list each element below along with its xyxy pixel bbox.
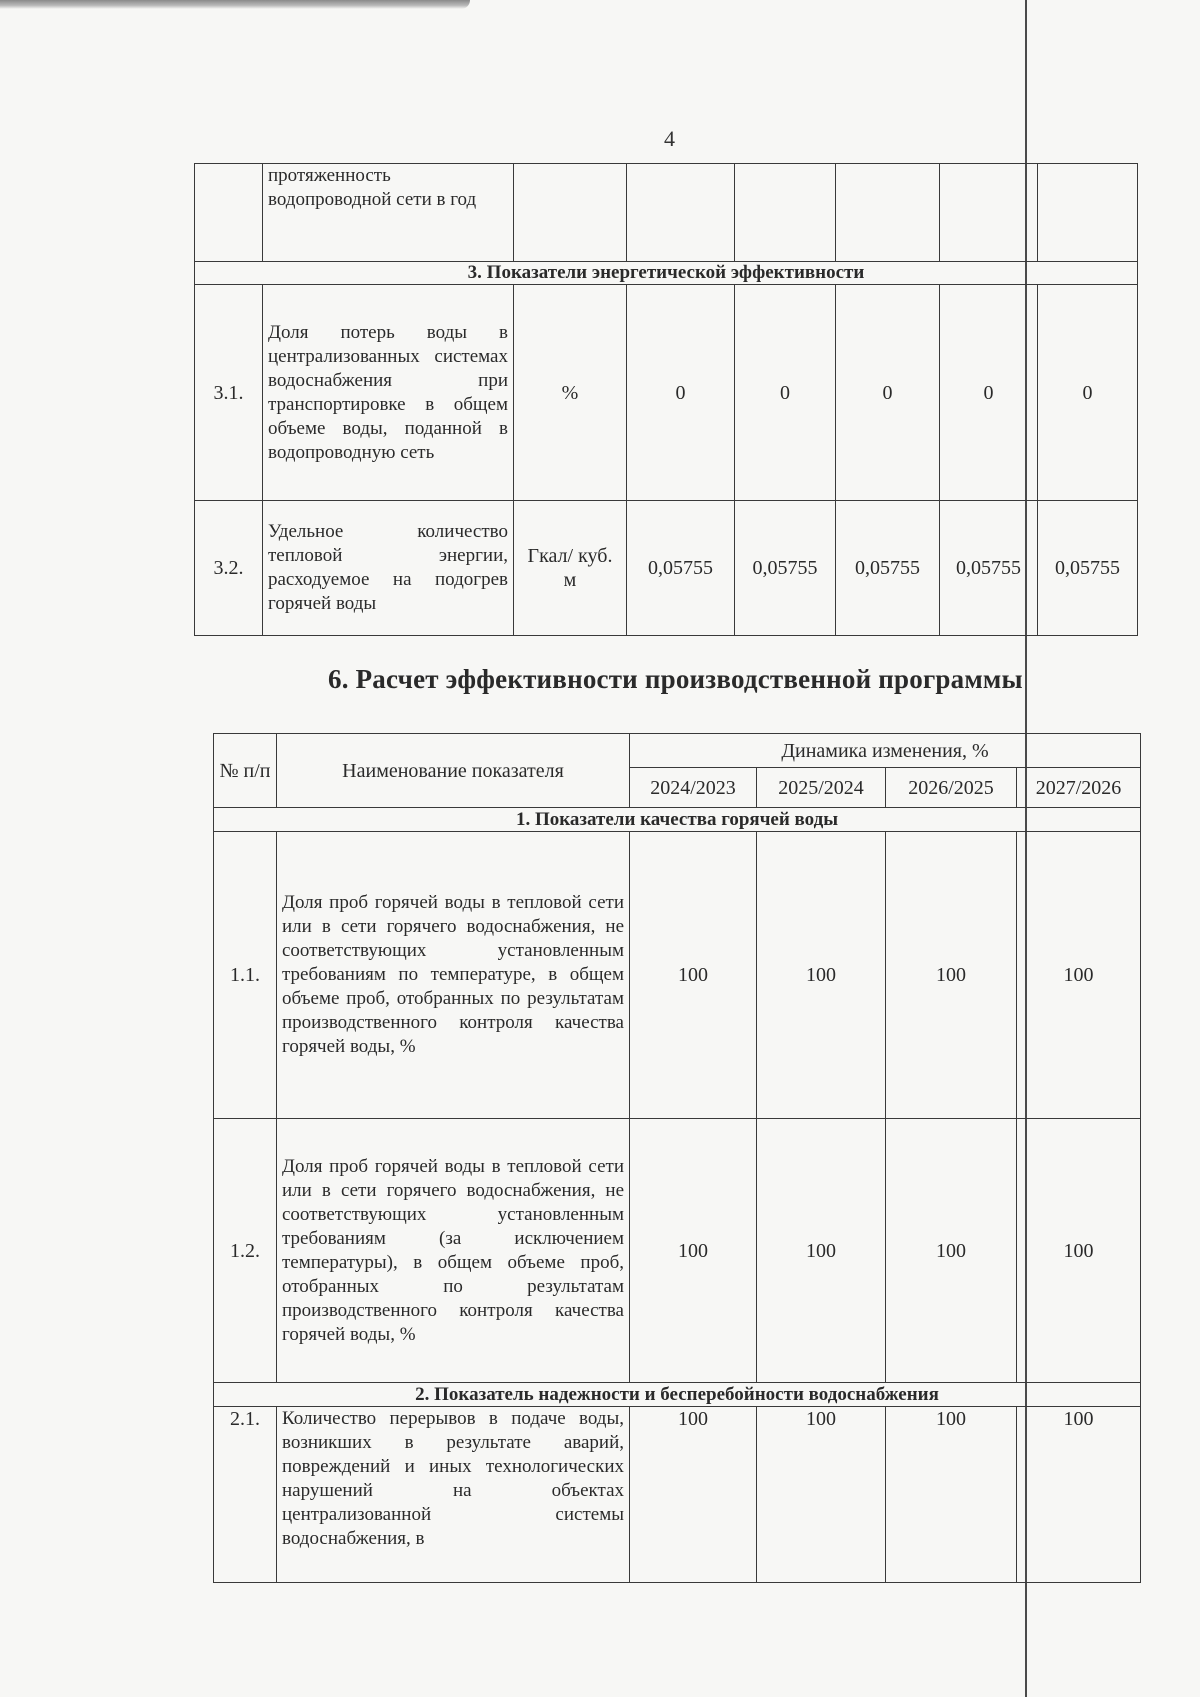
row-number: 3.1. bbox=[195, 285, 263, 501]
row-value: 100 bbox=[886, 1407, 1017, 1583]
table-row bbox=[214, 1119, 1141, 1383]
row-number: 1.2. bbox=[214, 1119, 277, 1383]
table-row bbox=[195, 501, 1138, 636]
row-value: 0 bbox=[735, 285, 836, 501]
header-period: 2027/2026 bbox=[1017, 768, 1141, 808]
header-dynamics: Динамика изменения, % bbox=[630, 734, 1141, 768]
scan-artifact bbox=[0, 0, 470, 9]
row-value: 100 bbox=[1017, 1407, 1141, 1583]
row-value: 0 bbox=[1038, 285, 1138, 501]
row-value: 0,05755 bbox=[836, 501, 940, 636]
table-row bbox=[195, 164, 1138, 262]
section-heading: 6. Расчет эффективности производственной программы bbox=[328, 664, 1023, 694]
section-title: 1. Показатели качества горячей воды bbox=[214, 808, 1141, 832]
row-name: Доля проб горячей воды в тепловой сети или в сети горячего водоснабжения, не соответствующих установленным требованиям (за исключением температуры), в общем объеме проб, отобранных по результатам производственного контроля качества горячей воды, % bbox=[277, 1119, 630, 1383]
row-number: 2.1. bbox=[214, 1407, 277, 1583]
row-value: 0,05755 bbox=[735, 501, 836, 636]
row-name: Доля проб горячей воды в тепловой сети или в сети горячего водоснабжения, не соответствующих установленным требованиям по температуре, в общем объеме проб, отобранных по результатам производственного контроля качества горячей воды, % bbox=[277, 832, 630, 1119]
row-value: 0,05755 bbox=[627, 501, 735, 636]
row-value: 0,05755 bbox=[1038, 501, 1138, 636]
indicators-table bbox=[194, 163, 1138, 636]
row-name: Удельное количество тепловой энергии, расходуемое на подогрев горячей воды bbox=[263, 501, 514, 636]
row-name: Доля потерь воды в централизованных системах водоснабжения при транспортировке в общем объеме воды, поданной в водопроводную сеть bbox=[263, 285, 514, 501]
row-number: 3.2. bbox=[195, 501, 263, 636]
table-row bbox=[214, 1407, 1141, 1583]
section-title: 3. Показатели энергетической эффективности bbox=[195, 262, 1138, 285]
row-value: 100 bbox=[757, 1407, 886, 1583]
header-name: Наименование показателя bbox=[277, 734, 630, 808]
row-value: 100 bbox=[630, 1119, 757, 1383]
row-value: 100 bbox=[886, 1119, 1017, 1383]
row-value: 100 bbox=[1017, 1119, 1141, 1383]
header-row bbox=[214, 734, 1141, 768]
table-row bbox=[195, 285, 1138, 501]
header-number: № п/п bbox=[214, 734, 277, 808]
row-number: 1.1. bbox=[214, 832, 277, 1119]
section-title: 2. Показатель надежности и бесперебойности водоснабжения bbox=[214, 1383, 1141, 1407]
row-value: 0 bbox=[627, 285, 735, 501]
section-row bbox=[214, 1383, 1141, 1407]
row-value: 100 bbox=[1017, 832, 1141, 1119]
section-row bbox=[195, 262, 1138, 285]
row-value: 0 bbox=[836, 285, 940, 501]
efficiency-table bbox=[213, 733, 1141, 1583]
row-value: 100 bbox=[630, 1407, 757, 1583]
table-row bbox=[214, 832, 1141, 1119]
row-value: 100 bbox=[630, 832, 757, 1119]
row-value: 100 bbox=[757, 1119, 886, 1383]
row-value: 100 bbox=[886, 832, 1017, 1119]
header-period: 2024/2023 bbox=[630, 768, 757, 808]
row-value: 0 bbox=[940, 285, 1038, 501]
row-value: 100 bbox=[757, 832, 886, 1119]
row-name: протяженность водопроводной сети в год bbox=[263, 164, 514, 262]
header-period: 2026/2025 bbox=[886, 768, 1017, 808]
row-unit: Гкал/ куб. м bbox=[514, 501, 627, 636]
row-unit: % bbox=[514, 285, 627, 501]
row-name: Количество перерывов в подаче воды, возникших в результате аварий, повреждений и иных технологических нарушений на объектах централизованной системы водоснабжения, в bbox=[277, 1407, 630, 1583]
page-number: 4 bbox=[664, 126, 675, 151]
header-period: 2025/2024 bbox=[757, 768, 886, 808]
section-row bbox=[214, 808, 1141, 832]
row-value: 0,05755 bbox=[940, 501, 1038, 636]
